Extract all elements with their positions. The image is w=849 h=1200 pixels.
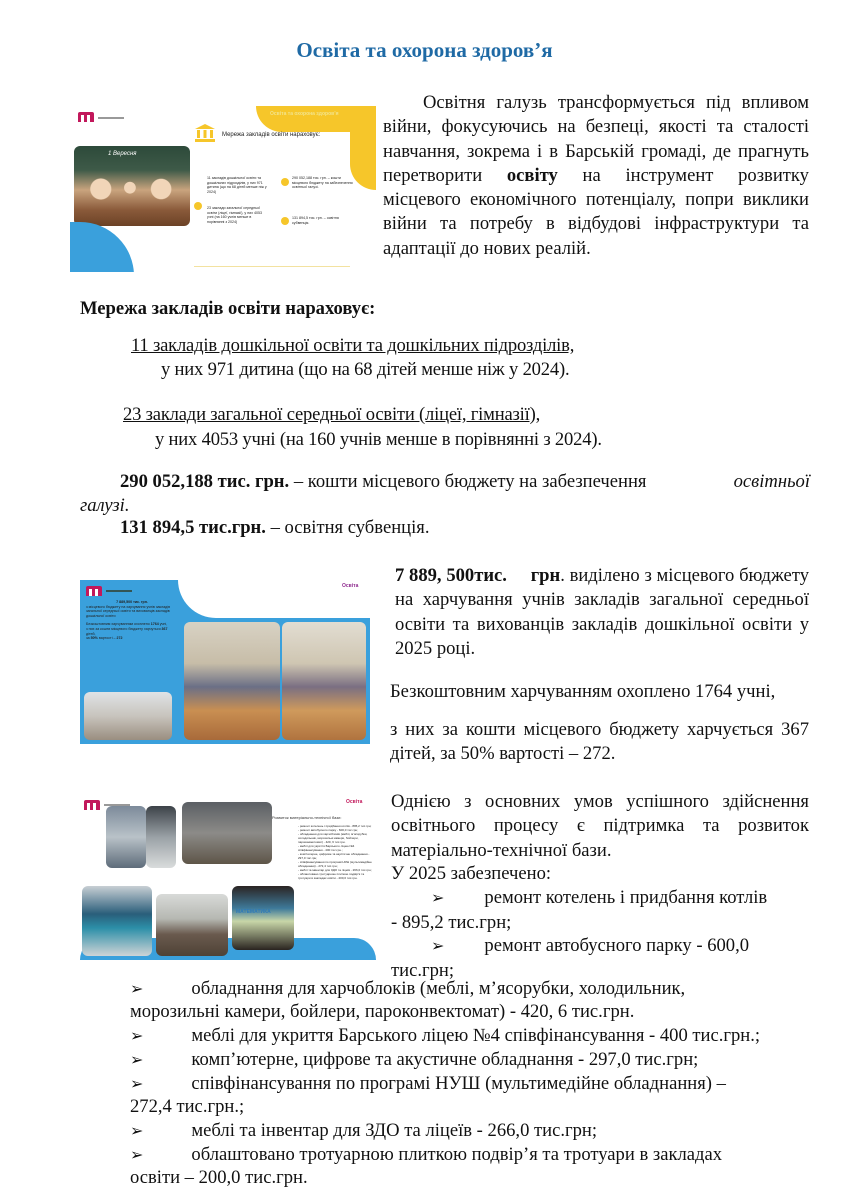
school-title: 23 заклади загальної середньої освіти (ліцеї, гімназії),	[123, 404, 541, 425]
slide-image-nutrition: Освіта 7 889,500 тис. грн. з місцевого бюджету на харчування учнів закладів загальної середньої освіти та вихованців закладів дошкільної освіти Безкоштовним харчуванням охоплено 1764 учні, з них за кошти місцевого бюджету харчуться 367 дітей, за 50% вартості – 272	[80, 576, 370, 744]
material-item: ➢ співфінансування по програмі НУШ (мультимедійне обладнання) –	[130, 1073, 726, 1094]
institution-icon	[195, 124, 215, 142]
photo-first-september: 1 Вересня	[74, 146, 190, 226]
school-detail: у них 4053 учні (на 160 учнів менше в порівнянні з 2024).	[155, 429, 602, 450]
material-item: ➢ обладнання для харчоблоків (меблі, м’ясорубки, холодильник,	[130, 978, 686, 999]
slide3-list: - ремонт котелень і придбання котлів - 895,2 тис.грн; - ремонт автобусного парку - 600,0 тис.грн; - обладнання для харчоблоків (меблі, м’ясорубки, холодильник, морозильні камери, бойлери, пароконвектомат) - 420, 6 тис.грн. - меблі для укриття Барського ліцею №4 співфінансування - 400 тис.грн.; - комп’ютерне, цифрове та акустичне обладнання - 297,0 тис.грн; - співфінансування по програмі НУШ (мультимедійне обладнання) - 272,4 тис.грн.; - меблі та інвентар для ЗДО та ліцеїв - 266,0 тис.грн; - облаштовано тротуарною плиткою подвір’я та тротуари в закладах освіти - 200,0 тис.грн.	[298, 824, 372, 880]
intro-paragraph: Освітня галузь трансформується під впливом війни, фокусуючись на безпеці, якості та сталості навчання, зокрема і в Барській громаді, де прагнуть перетворити освіту на інструмент розвитку місцевого економічного потенціалу, попри виклики війни та потребу в відбудові інфраструктури та адаптації до нових реалій.	[383, 92, 809, 259]
slide-image-material-base: Освіта Розвиток матеріально-технічної бази: - ремонт котелень і придбання котлів - 895,2 тис.грн; - ремонт автобусного парку - 600,0 тис.грн; - обладнання для харчоблоків (меблі, м’ясорубки, холодильник, морозильні камери, бойлери, пароконвектомат) - 420, 6 тис.грн. - меблі для укриття Барського ліцею №4 співфінансування - 400 тис.грн.; - комп’ютерне, цифрове та акустичне обладнання - 297,0 тис.грн; - співфінансування по програмі НУШ (мультимедійне обладнання) - 272,4 тис.грн.; - меблі та інвентар для ЗДО та ліцеїв - 266,0 тис.грн; - облаштовано тротуарною плиткою подвір’я та тротуари в закладах освіти - 200,0 тис.грн. МАТЕМАТИКА	[80, 790, 376, 960]
material-item-wrap: 272,4 тис.грн.;	[130, 1096, 245, 1117]
year-line: У 2025 забезпечено:	[391, 863, 552, 884]
arrow-bullet-icon: ➢	[431, 890, 445, 907]
slide-heading: Мережа закладів освіти нараховує:	[222, 132, 321, 138]
preschool-detail: у них 971 дитина (що на 68 дітей менше ніж у 2024).	[161, 359, 570, 380]
slide-header: Освіта та охорона здоров’я	[270, 111, 339, 117]
arrow-bullet-icon: ➢	[130, 1076, 144, 1093]
arrow-bullet-icon: ➢	[130, 1028, 144, 1045]
material-item: ➢ ремонт автобусного парку - 600,0 тис.грн;	[391, 935, 750, 982]
photo-shelter	[182, 802, 272, 864]
photo-canteen-1	[184, 622, 280, 740]
material-item-wrap: освіти – 200,0 тис.грн.	[130, 1167, 308, 1188]
logo-icon	[86, 586, 102, 596]
local-budget-line: 290 052,188 тис. грн. – кошти місцевого бюджету на забезпечення освітньої галузі.	[80, 471, 810, 517]
logo-icon	[84, 800, 100, 810]
photo-classroom	[156, 894, 228, 956]
material-intro: Однією з основних умов успішного здійснення освітнього процесу є підтримка та розвиток матеріально-технічної бази.	[391, 791, 809, 861]
arrow-bullet-icon: ➢	[130, 1147, 144, 1164]
nutrition-paragraph: 7 889, 500тис. грн. виділено з місцевого бюджету на харчування учнів закладів загальної середньої освіти та вихованців закладів дошкільної освіти у 2025 році.	[395, 565, 809, 659]
material-item: ➢ ремонт котелень і придбання котлів - 895,2 тис.грн;	[391, 887, 768, 934]
arrow-bullet-icon: ➢	[130, 1052, 144, 1069]
photo-canteen-2	[282, 622, 366, 740]
material-item: ➢ меблі та інвентар для ЗДО та ліцеїв - 266,0 тис.грн;	[130, 1120, 598, 1141]
slide-image-education-network: Освіта та охорона здоров’я Мережа закладів освіти нараховує: 1 Вересня 11 закладів дошкільної освіти та дошкільних підрозділів, у них 971 дитина (що на 68 дітей менше ніж у 2024) 23 заклади загальної середньої освіти (ліцеї, гімназії), у них 4053 учні (на 160 учнів менше в порівнянні з 2024) 290 052,188 тис. грн. – кошти місцевого бюджету на забезпечення освітньої галузі. 131 894,5 тис. грн. – освітня субвенція.	[70, 100, 376, 272]
slide-header: Освіта	[342, 583, 359, 589]
photo-boiler-room	[106, 806, 146, 868]
arrow-bullet-icon: ➢	[431, 938, 445, 955]
slide-header: Освіта	[346, 799, 363, 805]
logo-icon	[78, 112, 94, 122]
material-item-wrap: морозильні камери, бойлери, пароконвектомат) - 420, 6 тис.грн.	[130, 1001, 635, 1022]
arrow-bullet-icon: ➢	[130, 1123, 144, 1140]
network-heading: Мережа закладів освіти нараховує:	[80, 298, 376, 319]
photo-interactive-board	[82, 886, 152, 956]
material-item: ➢ комп’ютерне, цифрове та акустичне обладнання - 297,0 тис.грн;	[130, 1049, 699, 1070]
preschool-title: 11 закладів дошкільної освіти та дошкільних підрозділів,	[131, 335, 575, 356]
arrow-bullet-icon: ➢	[130, 981, 144, 998]
local-funded-line: з них за кошти місцевого бюджету харчується 367 дітей, за 50% вартості – 272.	[390, 719, 809, 765]
material-item: ➢ меблі для укриття Барського ліцею №4 співфінансування - 400 тис.грн.;	[130, 1025, 761, 1046]
subvention-line: 131 894,5 тис.грн. – освітня субвенція.	[120, 517, 430, 538]
slide-header-shape	[256, 106, 376, 132]
photo-math-screen: МАТЕМАТИКА	[232, 886, 294, 950]
photo-kitchen	[84, 692, 172, 740]
free-meals-line: Безкоштовним харчуванням охоплено 1764 учні,	[390, 681, 776, 702]
material-item: ➢ облаштовано тротуарною плиткою подвір’я та тротуари в закладах	[130, 1144, 723, 1165]
page-title: Освіта та охорона здоров’я	[296, 38, 553, 62]
